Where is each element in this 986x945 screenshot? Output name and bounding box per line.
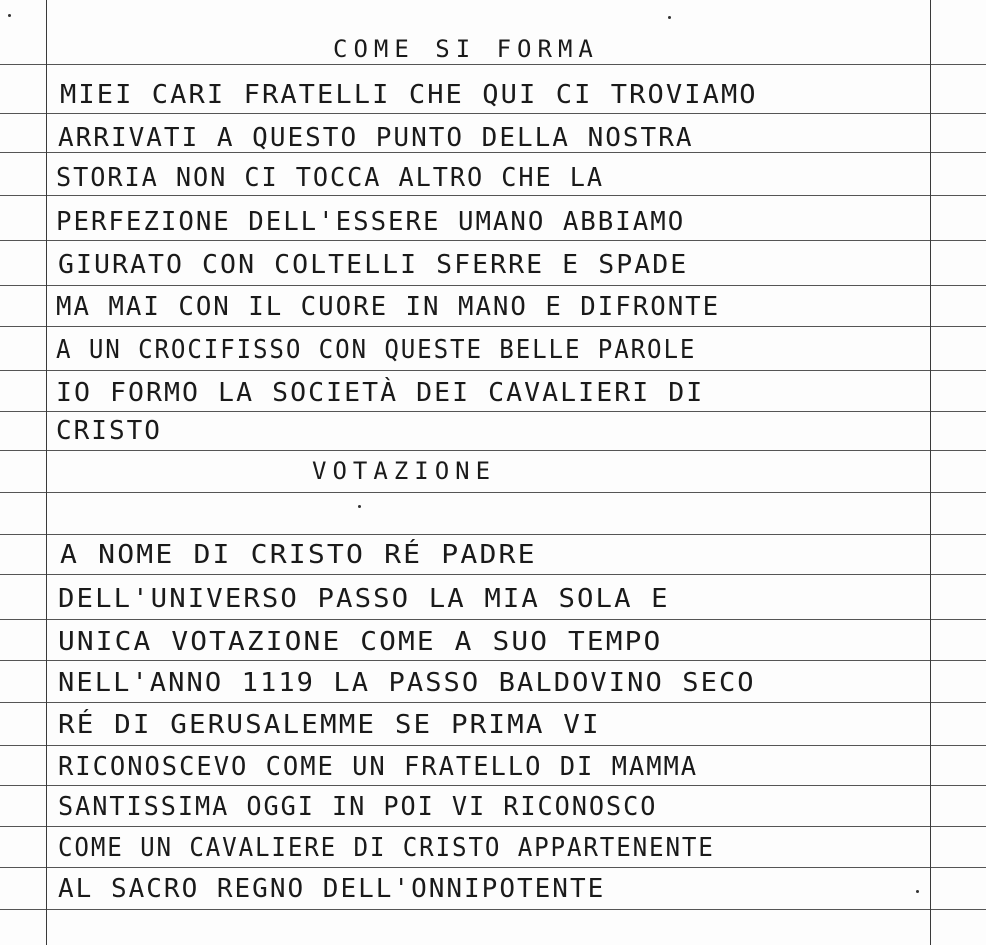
ruled-line — [0, 867, 986, 868]
ruled-line — [0, 534, 986, 535]
ruled-line — [0, 785, 986, 786]
handwritten-line: CRISTO — [56, 416, 162, 446]
ruled-line — [0, 370, 986, 371]
handwritten-line: GIURATO CON COLTELLI SFERRE E SPADE — [58, 250, 689, 280]
scan-speck — [358, 505, 361, 508]
handwritten-line: UNICA VOTAZIONE COME A SUO TEMPO — [58, 627, 663, 657]
handwritten-line: IO FORMO LA SOCIETÀ DEI CAVALIERI DI — [56, 378, 705, 408]
ruled-line — [0, 411, 986, 412]
handwritten-line: COME UN CAVALIERE DI CRISTO APPARTENENTE — [58, 833, 715, 863]
handwritten-line: A UN CROCIFISSO CON QUESTE BELLE PAROLE — [56, 335, 697, 365]
handwritten-line: DELL'UNIVERSO PASSO LA MIA SOLA E — [58, 584, 670, 614]
scan-speck — [8, 14, 11, 17]
ruled-line — [0, 195, 986, 196]
handwritten-line: PERFEZIONE DELL'ESSERE UMANO ABBIAMO — [56, 207, 686, 237]
ruled-line — [0, 492, 986, 493]
document-title: COME SI FORMA — [333, 35, 599, 63]
ruled-line — [0, 450, 986, 451]
ruled-line — [0, 240, 986, 241]
ruled-line — [0, 745, 986, 746]
left-margin-line — [46, 0, 47, 945]
handwritten-line: AL SACRO REGNO DELL'ONNIPOTENTE — [58, 874, 606, 904]
ruled-line — [0, 702, 986, 703]
scan-speck — [916, 890, 919, 893]
handwritten-line: MIEI CARI FRATELLI CHE QUI CI TROVIAMO — [60, 80, 758, 110]
handwritten-line: NELL'ANNO 1119 LA PASSO BALDOVINO SECO — [58, 668, 756, 698]
handwritten-line: ARRIVATI A QUESTO PUNTO DELLA NOSTRA — [58, 123, 694, 153]
ruled-line — [0, 326, 986, 327]
handwritten-line: STORIA NON CI TOCCA ALTRO CHE LA — [56, 163, 604, 193]
handwritten-line: RICONOSCEVO COME UN FRATELLO DI MAMMA — [58, 752, 699, 782]
handwritten-line: MA MAI CON IL CUORE IN MANO E DIFRONTE — [56, 292, 721, 322]
ruled-line — [0, 285, 986, 286]
handwritten-line: A NOME DI CRISTO RÉ PADRE — [60, 540, 537, 570]
section-title: VOTAZIONE — [312, 457, 497, 485]
handwritten-line: SANTISSIMA OGGI IN POI VI RICONOSCO — [58, 792, 658, 822]
ruled-line — [0, 660, 986, 661]
right-margin-line — [930, 0, 931, 945]
ruled-line — [0, 619, 986, 620]
ruled-line — [0, 909, 986, 910]
ruled-line — [0, 574, 986, 575]
ruled-line — [0, 113, 986, 114]
handwritten-line: RÉ DI GERUSALEMME SE PRIMA VI — [58, 710, 601, 740]
scan-speck — [668, 16, 671, 19]
ruled-line — [0, 64, 986, 65]
ruled-line — [0, 826, 986, 827]
